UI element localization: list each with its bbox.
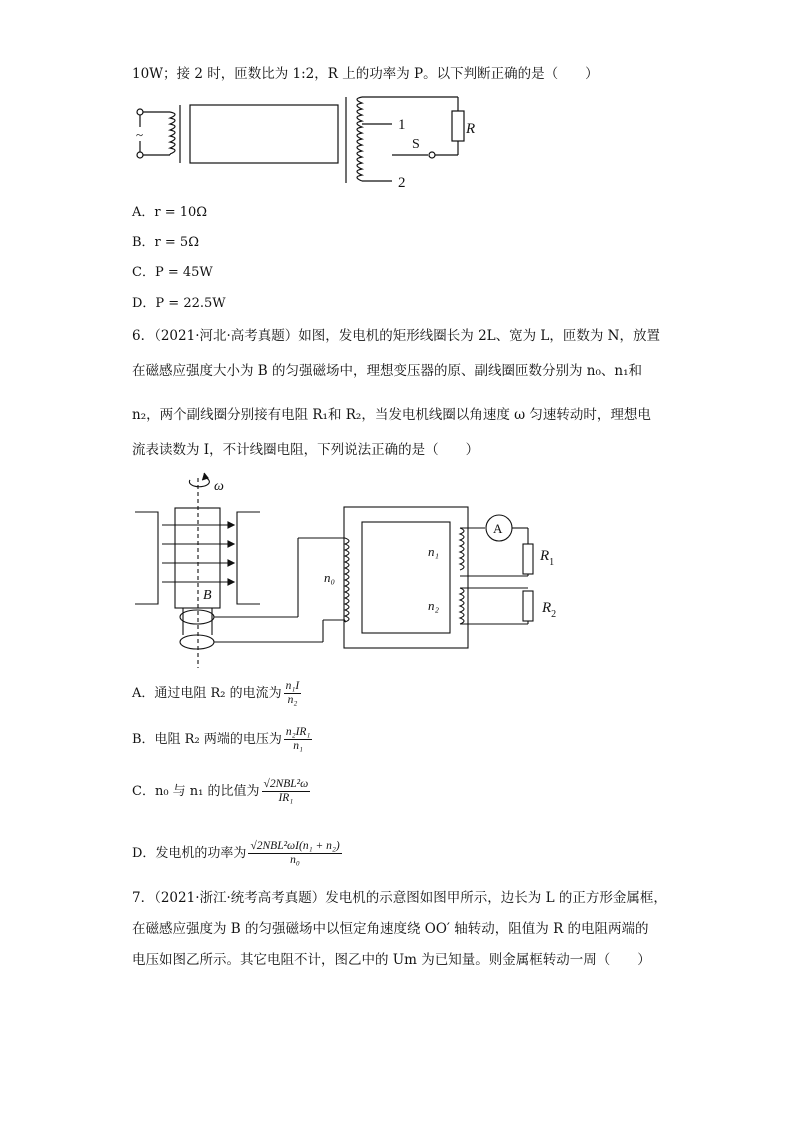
primary-coil-n0 [345, 538, 349, 622]
secondary-coil-n2 [460, 588, 464, 624]
slip-ring-top [180, 610, 214, 624]
n0-label: n₀ [324, 570, 336, 585]
left-pole [135, 512, 158, 604]
slip-ring-bottom [180, 635, 214, 649]
transformer-core [190, 105, 338, 163]
ac-symbol: ~ [136, 127, 144, 142]
tap-label-1: 1 [398, 117, 406, 133]
tap-label-2: 2 [398, 175, 406, 191]
q7-stem-line-3: 电压如图乙所示。其它电阻不计，图乙中的 Um 为已知量。则金属框转动一周（ ） [132, 952, 651, 968]
q5-option-b[interactable]: B．r = 5Ω [132, 235, 199, 250]
terminal-bottom [137, 152, 143, 158]
q7-stem-line-2: 在磁感应强度为 B 的匀强磁场中以恒定角速度绕 OO′ 轴转动，阻值为 R 的电阻两端的 [132, 921, 649, 937]
switch-contact [429, 152, 435, 158]
q6-option-d[interactable] [132, 840, 342, 867]
q6-option-c-text: C．n₀ 与 n₁ 的比值为 [132, 784, 260, 799]
q6-option-c-fraction: $\frac{\text{√2NBL²ω}}{\text{IR₁}}$ [263, 778, 309, 804]
q6-generator-figure [0, 470, 794, 670]
q5-option-d[interactable]: D．P = 22.5W [132, 296, 226, 311]
field-b-label: B [203, 588, 212, 603]
q6-stem-line-2: 在磁感应强度大小为 B 的匀强磁场中，理想变压器的原、副线圈匝数分别为 n₀、n₁和 [132, 363, 643, 379]
rotation-arrow [189, 478, 209, 487]
resistor-r2 [523, 591, 533, 621]
n1-label: n₁ [428, 544, 440, 559]
q7-stem-line-1: 7．（2021·浙江·统考高考真题）发电机的示意图如图甲所示，边长为 L 的正方形金属框， [132, 890, 667, 906]
secondary-coil [357, 97, 362, 181]
r1-label: $R_1$ [540, 548, 555, 568]
transformer-core-inner [362, 522, 450, 633]
q6-option-d-text: D．发电机的功率为 [132, 846, 247, 861]
q5-option-a[interactable]: A．r = 10Ω [132, 205, 208, 220]
resistor-r1 [523, 544, 533, 574]
q6-option-a-text: A．通过电阻 R₂ 的电流为 [132, 686, 282, 701]
q6-option-c[interactable] [132, 778, 310, 805]
q5-option-c[interactable]: C．P = 45W [132, 265, 213, 280]
q6-stem-line-4: 流表读数为 I，不计线圈电阻，下列说法正确的是（ ） [132, 442, 480, 458]
q6-option-d-fraction: $\frac{\text{√2NBL²ωI(n₁ + n₂)}}{\text{n₀}}$ [250, 840, 340, 866]
magnetic-field-lines [162, 522, 234, 585]
q5-transformer-figure [0, 95, 794, 195]
q6-option-b-text: B．电阻 R₂ 两端的电压为 [132, 732, 282, 747]
resistor-r [452, 111, 464, 141]
q6-option-b-fraction: $\frac{\text{n₂IR₁}}{\text{n₁}}$ [285, 726, 311, 752]
resistor-label: R [466, 121, 476, 137]
primary-coil [170, 112, 175, 154]
switch-label: S [412, 137, 420, 152]
terminal-top [137, 109, 143, 115]
q6-option-a-fraction: $\frac{\text{n₁I}}{\text{n₂}}$ [285, 680, 300, 706]
omega-label: ω [214, 479, 224, 494]
ammeter-label: A [493, 521, 503, 536]
n2-label: n₂ [428, 598, 440, 613]
secondary-coil-n1 [460, 528, 464, 570]
right-pole [237, 512, 260, 604]
transformer-core-outer [344, 507, 468, 648]
q6-stem-line-1: 6．（2021·河北·高考真题）如图，发电机的矩形线圈长为 2L、宽为 L，匝数为 N，放置 [132, 328, 660, 344]
q6-option-b[interactable] [132, 726, 312, 753]
q5-stem-tail: 10W；接 2 时，匝数比为 1:2，R 上的功率为 P。以下判断正确的是（ ） [132, 66, 599, 82]
q6-stem-line-3: n₂，两个副线圈分别接有电阻 R₁和 R₂，当发电机线圈以角速度 ω 匀速转动时，理想电 [132, 407, 651, 423]
r2-label: $R_2$ [542, 600, 557, 620]
q6-option-a[interactable] [132, 680, 301, 707]
